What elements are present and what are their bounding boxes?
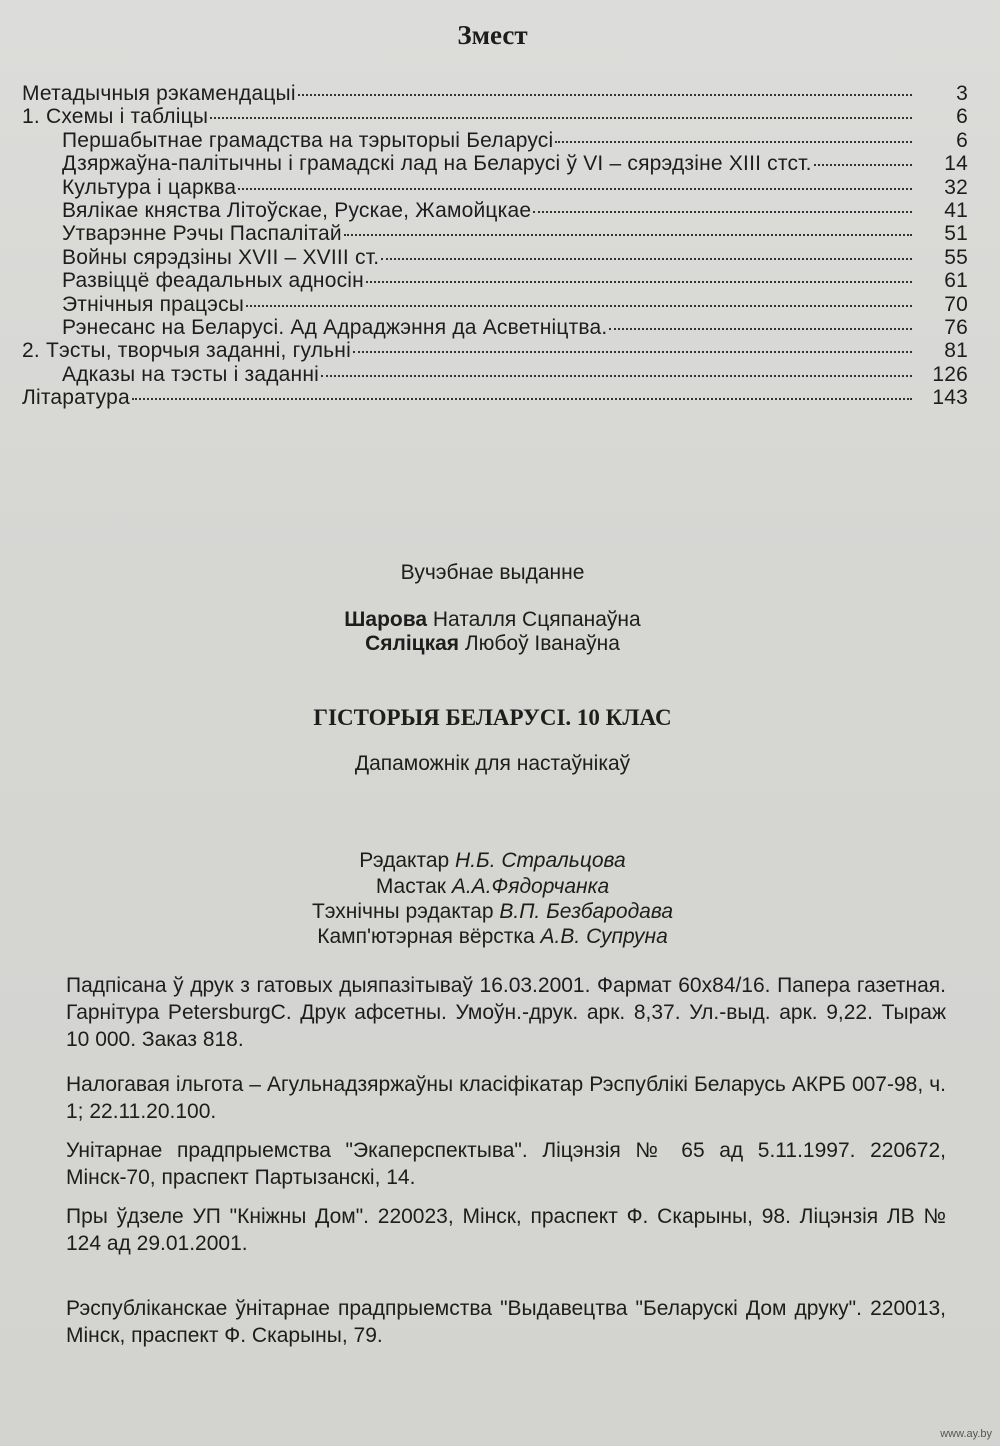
toc-leader-dots [210,117,912,119]
toc-entry-label: Культура і царква [62,175,237,199]
toc-entry-page: 41 [944,198,968,222]
toc-entry-label: Адказы на тэсты і заданні [62,362,319,386]
author-given-name: Наталля Сцяпанаўна [432,608,641,631]
toc-entry-page: 81 [944,339,968,363]
credit-name: А.А.Фядорчанка [451,875,610,898]
toc-entry-page: 55 [944,245,968,269]
toc-entry [22,199,968,222]
author-surname: Шарова [344,608,428,631]
toc-leader-dots [533,211,912,213]
toc-leader-dots [366,281,912,283]
toc-entry-label: Войны сярэдзіны XVII – XVIII ст. [62,245,380,269]
edition-type: Вучэбнае выданне [400,561,585,584]
book-title: ГІСТОРЫЯ БЕЛАРУСІ. 10 КЛАС [313,705,672,730]
toc-entry [22,293,968,316]
credit-name: В.П. Безбародава [499,900,674,923]
printer-info: Рэспубліканскае ўнітарнае прадпрыемства "Выдавецтва "Беларускі Дом друку". 220013, Мінск, праспект Ф. Скарыны, 79. [66,1297,946,1347]
toc-entry-page: 3 [956,82,968,105]
toc-entry [22,246,968,269]
credit-line [0,900,985,924]
toc-leader-dots [344,234,912,236]
toc-entry-label: Этнічныя працэсы [62,292,245,316]
toc-entry-page: 126 [932,362,968,386]
toc-entry-page: 14 [944,152,968,176]
book-subtitle: Дапаможнік для настаўнікаў [354,752,631,775]
credit-role: Рэдактар [359,849,450,872]
toc-entry-page: 32 [944,175,968,199]
toc-leader-dots [321,375,912,377]
participation-info: Пры ўдзеле УП "Кніжны Дом". 220023, Мінск, праспект Ф. Скарыны, 98. Ліцэнзія ЛВ № 124 ад 29.01.2001. [66,1205,946,1255]
toc-entry-page: 70 [944,292,968,316]
credit-role: Мастак [375,875,446,898]
author-line [0,632,985,656]
toc-leader-dots [609,328,912,330]
toc-leader-dots [298,94,912,96]
toc-entry-label: 1. Схемы і табліцы [22,105,209,129]
table-of-contents [22,82,968,409]
toc-entry-label: Развіццё феадальных адносін [62,269,364,293]
toc-leader-dots [132,398,912,400]
toc-entry [22,316,968,339]
toc-entry-label: Утварэнне Рэчы Паспалітай [62,222,342,246]
credit-role: Камп'ютэрная вёрстка [317,925,535,948]
publisher-info: Унітарнае прадпрыемства "Экаперспектыва". Ліцэнзія № 65 ад 5.11.1997. 220672, Мінск-70, праспект Партызанскі, 14. [66,1139,946,1189]
toc-entry-page: 51 [944,222,968,246]
author-surname: Сяліцкая [365,632,460,655]
toc-entry-label: Літаратура [22,386,130,410]
toc-entry [22,176,968,199]
toc-entry-page: 6 [956,128,968,152]
toc-entry [22,82,968,105]
toc-title: Змест [457,20,528,50]
toc-entry [22,129,968,152]
toc-leader-dots [814,164,912,166]
toc-entry-label: Вялікае княства Літоўскае, Рускае, Жамойцкае [62,198,532,222]
toc-leader-dots [353,351,912,353]
credit-name: Н.Б. Стральцова [455,849,626,872]
toc-entry [22,386,968,409]
toc-entry [22,105,968,128]
toc-entry [22,269,968,292]
credit-name: А.В. Супруна [540,925,668,948]
toc-entry [22,363,968,386]
toc-entry-label: Дзяржаўна-палітычны і грамадскі лад на Беларусі ў VI – сярэдзіне XIII стст. [62,152,812,176]
toc-entry [22,339,968,362]
watermark: www.ay.by [940,1428,992,1440]
toc-entry-label: 2. Тэсты, творчыя заданні, гульні [22,339,351,363]
credit-line [0,925,985,949]
credit-role: Тэхнічны рэдактар [311,900,494,923]
toc-entry [22,222,968,245]
author-line [0,608,985,632]
print-info: Падпісана ў друк з гатовых дыяпазітываў 16.03.2001. Фармат 60х84/16. Папера газетная. Гарнітура PetersburgC. Друк афсетны. Умоўн.-друк. арк. 8,37. Ул.-выд. арк. 9,22. Тыраж 10 000. Заказ 818. [66,974,946,1051]
toc-entry-page: 6 [956,105,968,129]
toc-leader-dots [246,305,912,307]
toc-entry-page: 61 [944,269,968,293]
toc-leader-dots [555,141,912,143]
credit-line [0,875,985,899]
toc-entry-label: Рэнесанс на Беларусі. Ад Адраджэння да Асветніцтва. [62,315,608,339]
toc-entry-page: 76 [944,315,968,339]
toc-entry-label: Метадычныя рэкамендацыі [22,82,296,105]
toc-entry-label: Першабытнае грамадства на тэрыторыі Беларусі [62,128,554,152]
credit-line [0,849,985,873]
author-given-name: Любоў Іванаўна [464,632,620,655]
toc-leader-dots [238,188,912,190]
toc-leader-dots [381,258,912,260]
toc-entry-page: 143 [932,386,968,410]
tax-info: Налогавая ільгота – Агульнадзяржаўны класіфікатар Рэспублікі Беларусь АКРБ 007-98, ч. 1; 22.11.20.100. [66,1073,946,1123]
toc-entry [22,152,968,175]
